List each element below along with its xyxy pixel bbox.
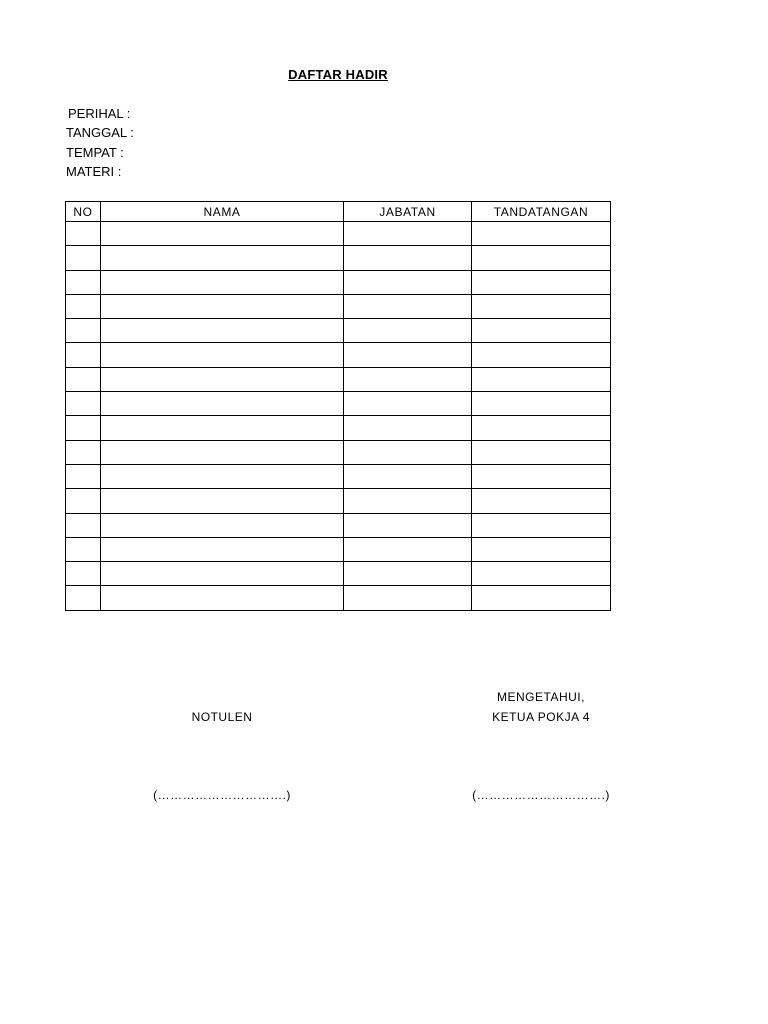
cell-jabatan <box>344 513 472 537</box>
field-tanggal: TANGGAL : <box>66 125 134 140</box>
field-perihal: PERIHAL : <box>68 106 131 121</box>
field-label: PERIHAL <box>68 106 124 121</box>
cell-nama <box>101 270 344 294</box>
cell-no <box>66 464 101 488</box>
cell-nama <box>101 392 344 416</box>
cell-no <box>66 246 101 270</box>
cell-tandatangan <box>472 489 611 513</box>
cell-no <box>66 270 101 294</box>
cell-jabatan <box>344 319 472 343</box>
cell-tandatangan <box>472 246 611 270</box>
table-row <box>66 343 611 367</box>
table-row <box>66 513 611 537</box>
field-tempat: TEMPAT : <box>66 145 124 160</box>
cell-tandatangan <box>472 270 611 294</box>
document-title: DAFTAR HADIR <box>288 67 388 82</box>
cell-tandatangan <box>472 562 611 586</box>
cell-tandatangan <box>472 586 611 610</box>
cell-nama <box>101 294 344 318</box>
cell-jabatan <box>344 246 472 270</box>
cell-jabatan <box>344 464 472 488</box>
cell-tandatangan <box>472 440 611 464</box>
cell-nama <box>101 319 344 343</box>
signature-role: NOTULEN <box>191 710 253 724</box>
cell-jabatan <box>344 586 472 610</box>
field-label: MATERI <box>66 164 115 179</box>
cell-nama <box>101 343 344 367</box>
cell-nama <box>101 246 344 270</box>
cell-no <box>66 513 101 537</box>
cell-tandatangan <box>472 294 611 318</box>
cell-nama <box>101 367 344 391</box>
cell-tandatangan <box>472 319 611 343</box>
cell-no <box>66 586 101 610</box>
cell-jabatan <box>344 392 472 416</box>
cell-nama <box>101 586 344 610</box>
table-row <box>66 222 611 246</box>
cell-nama <box>101 222 344 246</box>
cell-nama <box>101 489 344 513</box>
cell-nama <box>101 464 344 488</box>
table-row <box>66 416 611 440</box>
cell-no <box>66 489 101 513</box>
cell-no <box>66 367 101 391</box>
header-jabatan: JABATAN <box>344 202 472 222</box>
cell-tandatangan <box>472 416 611 440</box>
cell-jabatan <box>344 270 472 294</box>
cell-nama <box>101 440 344 464</box>
table-row <box>66 294 611 318</box>
header-no: NO <box>66 202 101 222</box>
table-header-row <box>66 202 611 222</box>
table-row <box>66 537 611 561</box>
field-label: TANGGAL <box>66 125 127 140</box>
table-row <box>66 392 611 416</box>
attendance-table <box>65 201 611 611</box>
table-row <box>66 440 611 464</box>
table-row <box>66 319 611 343</box>
table-row <box>66 246 611 270</box>
cell-jabatan <box>344 367 472 391</box>
cell-no <box>66 537 101 561</box>
cell-tandatangan <box>472 392 611 416</box>
cell-nama <box>101 513 344 537</box>
cell-no <box>66 440 101 464</box>
cell-tandatangan <box>472 343 611 367</box>
header-tandatangan: TANDATANGAN <box>472 202 611 222</box>
table-row <box>66 367 611 391</box>
cell-tandatangan <box>472 537 611 561</box>
cell-no <box>66 562 101 586</box>
cell-jabatan <box>344 537 472 561</box>
cell-tandatangan <box>472 367 611 391</box>
signature-blank: (………………………….) <box>153 788 291 802</box>
table-row <box>66 489 611 513</box>
cell-tandatangan <box>472 222 611 246</box>
cell-jabatan <box>344 440 472 464</box>
signature-role: KETUA POKJA 4 <box>492 710 590 724</box>
signature-blank: (………………………….) <box>472 788 610 802</box>
cell-no <box>66 294 101 318</box>
cell-no <box>66 319 101 343</box>
cell-no <box>66 416 101 440</box>
cell-tandatangan <box>472 464 611 488</box>
cell-jabatan <box>344 562 472 586</box>
cell-jabatan <box>344 294 472 318</box>
cell-jabatan <box>344 343 472 367</box>
field-materi: MATERI : <box>66 164 122 179</box>
cell-no <box>66 343 101 367</box>
cell-tandatangan <box>472 513 611 537</box>
field-label: TEMPAT <box>66 145 117 160</box>
cell-nama <box>101 416 344 440</box>
cell-jabatan <box>344 222 472 246</box>
cell-nama <box>101 537 344 561</box>
cell-nama <box>101 562 344 586</box>
table-row <box>66 562 611 586</box>
table-body <box>66 222 611 611</box>
table-row <box>66 586 611 610</box>
signature-heading: MENGETAHUI, <box>497 690 585 704</box>
cell-jabatan <box>344 489 472 513</box>
header-nama: NAMA <box>101 202 344 222</box>
table-row <box>66 464 611 488</box>
cell-no <box>66 392 101 416</box>
cell-jabatan <box>344 416 472 440</box>
table-row <box>66 270 611 294</box>
cell-no <box>66 222 101 246</box>
